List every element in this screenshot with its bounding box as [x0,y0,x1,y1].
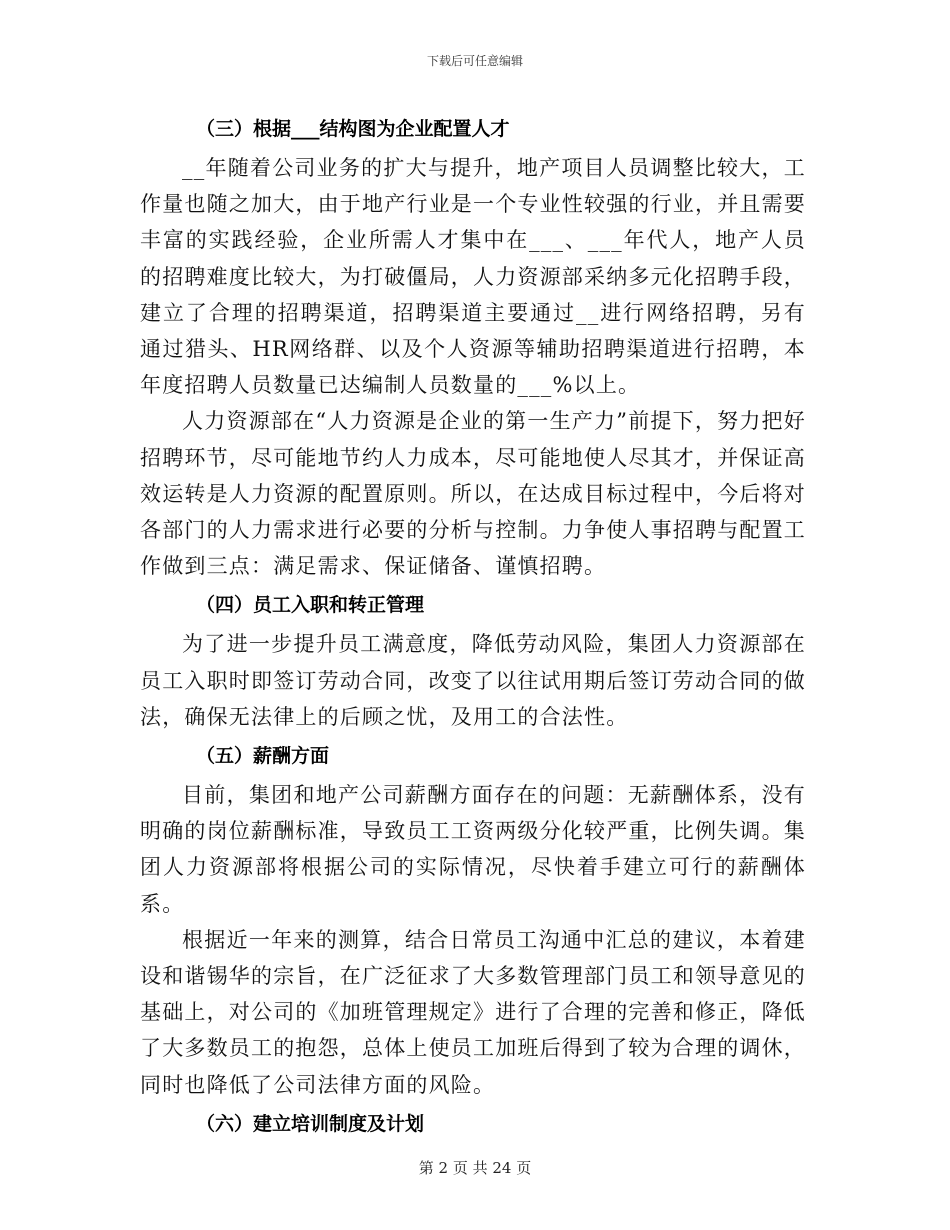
section-heading-6: （六）建立培训制度及计划 [196,1112,425,1135]
page-number: 第 2 页 共 24 页 [418,1159,532,1177]
section-heading-4: （四）员工入职和转正管理 [196,594,425,617]
section-heading-5: （五）薪酬方面 [196,745,330,768]
paragraph: __年随着公司业务的扩大与提升，地产项目人员调整比较大，工作量也随之加大，由于地产行业是一个专业性较强的行业，并且需要丰富的实践经验，企业所需人才集中在___、___年代人，地产人员的招聘难度比较大，为打破僵局，人力资源部采纳多元化招聘手段，建立了合理的招聘渠道，招聘渠道主要通过__进行网络招聘，另有通过猎头、HR网络群、以及个人资源等辅助招聘渠道进行招聘，本年度招聘人员数量已达编制人员数量的___%以上。 [140,156,806,398]
paragraph: 为了进一步提升员工满意度，降低劳动风险，集团人力资源部在员工入职时即签订劳动合同，改变了以往试用期后签订劳动合同的做法，确保无法律上的后顾之忧，及用工的合法性。 [140,632,806,729]
document-body [140,108,806,1145]
header-note: 下载后可任意编辑 [426,54,523,68]
section-heading-3: （三）根据___结构图为企业配置人才 [196,118,510,140]
paragraph: 人力资源部在“人力资源是企业的第一生产力”前提下，努力把好招聘环节，尽可能地节约人力成本，尽可能地使人尽其才，并保证高效运转是人力资源的配置原则。所以，在达成目标过程中，今后将对各部门的人力需求进行必要的分析与控制。力争使人事招聘与配置工作做到三点：满足需求、保证储备、谨慎招聘。 [140,409,806,579]
paragraph: 目前，集团和地产公司薪酬方面存在的问题：无薪酬体系，没有明确的岗位薪酬标准，导致员工工资两级分化较严重，比例失调。集团人力资源部将根据公司的实际情况，尽快着手建立可行的薪酬体系。 [140,783,806,916]
paragraph: 根据近一年来的测算，结合日常员工沟通中汇总的建议，本着建设和谐锡华的宗旨，在广泛征求了大多数管理部门员工和领导意见的基础上，对公司的《加班管理规定》进行了合理的完善和修正，降低了大多数员工的抱怨，总体上使员工加班后得到了较为合理的调休，同时也降低了公司法律方面的风险。 [140,927,806,1097]
